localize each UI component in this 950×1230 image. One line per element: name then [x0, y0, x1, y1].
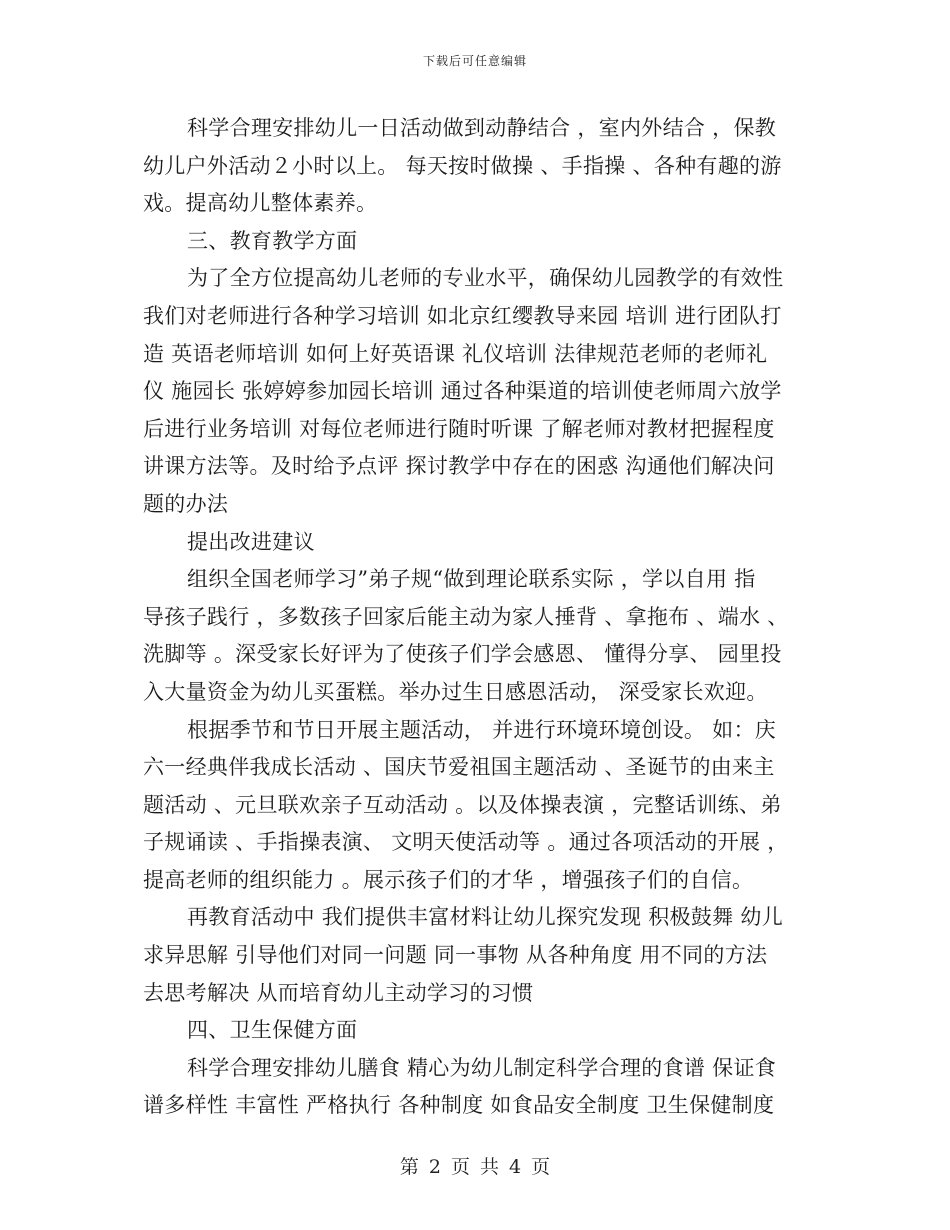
paragraph-line: 组织全国老师学习”弟子规“做到理论联系实际 ，学以自用 指 — [187, 567, 756, 592]
paragraph-line: 科学合理安排幼儿一日活动做到动静结合 ，室内外结合 ，保教 — [187, 116, 777, 140]
paragraph-line: 求异思解 引导他们对同一问题 同一事物 从各种角度 用不同的方法 — [143, 943, 768, 968]
section-heading: 四、卫生保健方面 — [187, 1018, 358, 1043]
paragraph-line: 入大量资金为幼儿买蛋糕。举办过生日感恩活动， 深受家长欢迎。 — [143, 679, 768, 704]
page-number: 第 2 页 共 4 页 — [399, 1156, 551, 1178]
paragraph-line: 提高老师的组织能力 。展示孩子们的才华 ，增强孩子们的自信。 — [143, 867, 754, 892]
paragraph-line: 洗脚等 。深受家长好评为了使孩子们学会感恩、 懂得分享、 园里投 — [143, 642, 782, 667]
paragraph-line: 造 英语老师培训 如何上好英语课 礼仪培训 法律规范老师的老师礼 — [143, 341, 768, 366]
paragraph-line: 导孩子践行 ，多数孩子回家后能主动为家人捶背 、拿拖布 、端水 、 — [143, 604, 789, 629]
paragraph-line: 谱多样性 丰富性 严格执行 各种制度 如食品安全制度 卫生保健制度 — [143, 1093, 775, 1118]
paragraph-line: 我们对老师进行各种学习培训 如北京红缨教导来园 培训 进行团队打 — [143, 303, 782, 328]
paragraph-line: 仪 施园长 张婷婷参加园长培训 通过各种渠道的培训使老师周六放学 — [143, 379, 782, 404]
section-heading: 三、教育教学方面 — [187, 228, 358, 253]
paragraph-line: 题的办法 — [143, 491, 229, 516]
paragraph-line: 为了全方位提高幼儿老师的专业水平，确保幼儿园教学的有效性 — [187, 266, 784, 291]
paragraph-line: 讲课方法等。及时给予点评 探讨教学中存在的困惑 沟通他们解决问 — [143, 454, 775, 479]
paragraph-line: 六一经典伴我成长活动 、国庆节爱祖国主题活动 、圣诞节的由来主 — [143, 755, 775, 780]
paragraph-line: 根据季节和节日开展主题活动， 并进行环境环境创设。 如：庆 — [187, 717, 777, 742]
paragraph-line: 去思考解决 从而培育幼儿主动学习的习惯 — [143, 980, 534, 1005]
paragraph-line: 子规诵读 、手指操表演、 文明天使活动等 。通过各项活动的开展 ， — [143, 830, 789, 855]
page-header-note: 下载后可任意编辑 — [422, 54, 527, 68]
document-body — [143, 110, 815, 1125]
paragraph-line: 科学合理安排幼儿膳食 精心为幼儿制定科学合理的食谱 保证食 — [187, 1055, 777, 1080]
paragraph-line: 戏。提高幼儿整体素养。 — [143, 191, 378, 216]
paragraph-line: 题活动 、元旦联欢亲子互动活动 。以及体操表演 ，完整话训练、弟 — [143, 792, 782, 817]
paragraph-line: 再教育活动中 我们提供丰富材料让幼儿探究发现 积极鼓舞 幼儿 — [187, 905, 784, 930]
paragraph-line: 后进行业务培训 对每位老师进行随时听课 了解老师对教材把握程度 — [143, 416, 775, 441]
paragraph-line: 幼儿户外活动２小时以上。 每天按时做操 、手指操 、各种有趣的游 — [143, 153, 782, 178]
paragraph-line: 提出改进建议 — [187, 529, 315, 554]
